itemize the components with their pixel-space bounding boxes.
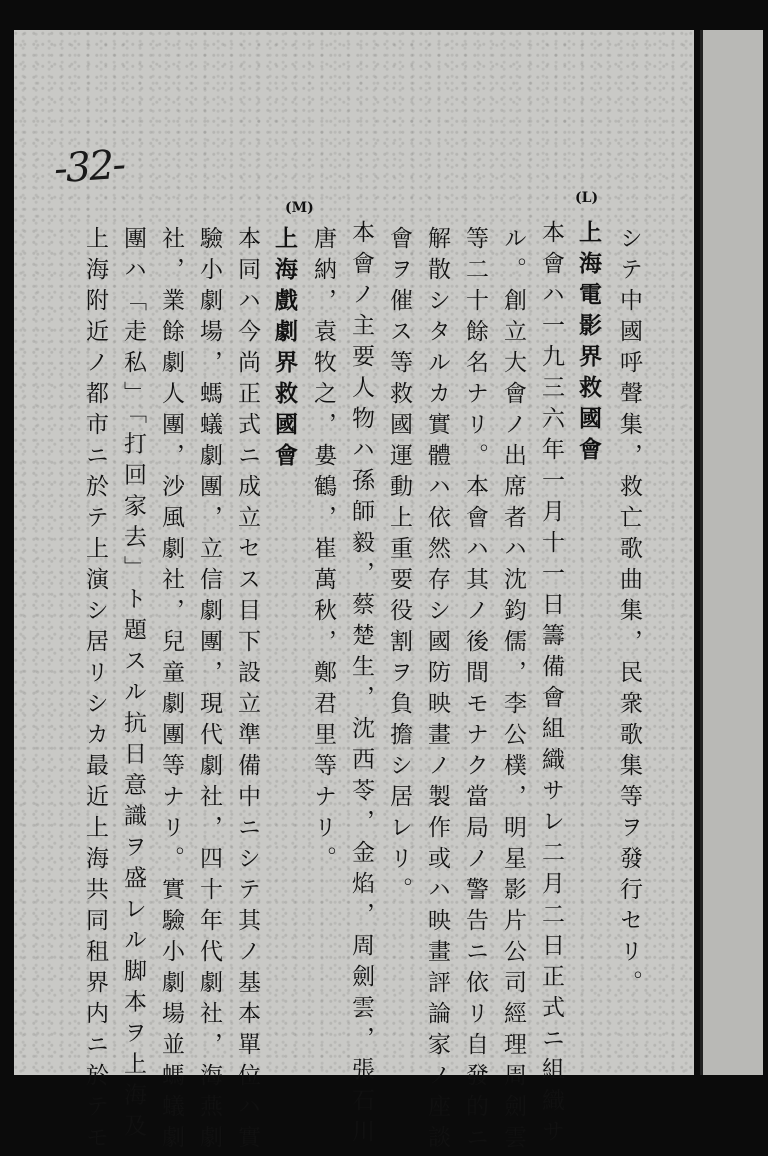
text-column-12: 驗小劇場，螞蟻劇團，立信劇團，現代劇社，四十年代劇社，海燕劇 [196, 226, 222, 1156]
text-column-6: 解散シタルカ實體ハ依然存シ國防映畫ノ製作或ハ映畫評論家ノ座談 [424, 226, 450, 1156]
text-column-3: 本會ハ一九三六年一月十一日籌備會組織サレ二月二日正式ニ組織サ [538, 220, 564, 1150]
text-column-9: 唐納，袁牧之，婁鶴，崔萬秋，鄭君里等ナリ。 [310, 226, 336, 877]
page-number: -32- [52, 141, 126, 193]
text-column-13: 社，業餘劇人團，沙風劇社，兒童劇團等ナリ。實驗小劇場並螞蟻劇 [158, 226, 184, 1156]
section-heading-l: 上海電影界救國會 [575, 220, 602, 468]
text-column-15: 上海附近ノ都市ニ於テ上演シ居リシカ最近上海共同租界内ニ於テモ [82, 226, 108, 1156]
text-column-14: 團ハ「走私」「打回家去」ト題スル抗日意識ヲ盛レル脚本ヲ上海及 [120, 226, 146, 1145]
section-marker-l: (L) [575, 190, 599, 206]
text-column-5: 等二十餘名ナリ。本會ハ其ノ後間モナク當局ノ警告ニ依リ自發的ニ [462, 226, 488, 1156]
text-column-1: シテ中國呼聲集，救亡歌曲集，民衆歌集等ヲ發行セリ。 [616, 226, 642, 1001]
section-marker-m: (M) [285, 200, 314, 216]
text-column-8: 本會ノ主要人物ハ孫師毅，蔡楚生，沈西苓，金焰，周劍雲，張石川 [348, 220, 374, 1150]
text-column-7: 會ヲ催ス等救國運動上重要役割ヲ負擔シ居レリ。 [386, 226, 412, 908]
text-column-11: 本同ハ今尚正式ニ成立セス目下設立準備中ニシテ其ノ基本單位ハ實 [234, 226, 260, 1156]
next-page-edge [700, 30, 763, 1075]
section-heading-m: 上海戲劇界救國會 [271, 226, 298, 474]
text-column-4: ル。創立大會ノ出席者ハ沈鈞儒，李公樸，明星影片公司經理周劍雲 [500, 226, 526, 1156]
